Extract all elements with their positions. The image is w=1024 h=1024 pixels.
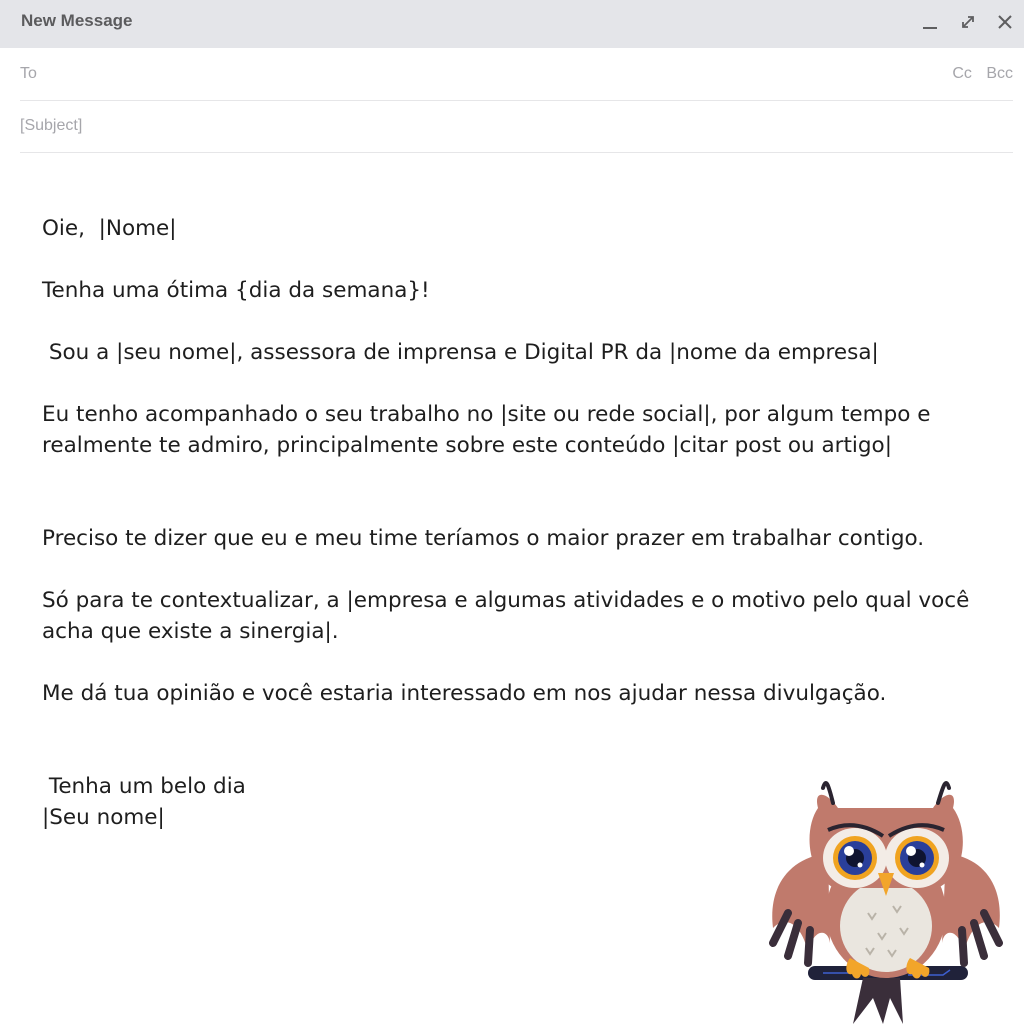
body-line: Eu tenho acompanhado o seu trabalho no |site ou rede social|, por algum tempo e — [42, 402, 931, 427]
subject-label: [Subject] — [20, 117, 83, 134]
body-line — [42, 244, 972, 275]
minimize-button[interactable] — [915, 6, 945, 38]
body-line: |Seu nome| — [42, 805, 165, 830]
body-line — [42, 306, 972, 337]
expand-button[interactable] — [953, 6, 983, 38]
body-line — [42, 368, 972, 399]
cc-bcc-links — [942, 65, 1013, 83]
expand-icon — [959, 13, 977, 31]
minimize-icon — [921, 13, 939, 31]
to-label: To — [20, 65, 37, 82]
subject-field[interactable] — [20, 101, 1013, 153]
message-body[interactable] — [42, 213, 972, 833]
body-line: Só para te contextualizar, a |empresa e algumas atividades e o motivo pelo qual você — [42, 588, 970, 613]
body-line: Tenha uma ótima {dia da semana}! — [42, 278, 430, 303]
to-field[interactable] — [20, 48, 1013, 101]
body-line — [42, 554, 972, 585]
body-line — [42, 492, 972, 523]
body-line: realmente te admiro, principalmente sobre este conteúdo |citar post ou artigo| — [42, 433, 892, 458]
cc-link[interactable]: Cc — [952, 65, 972, 82]
body-line: Me dá tua opinião e você estaria interessado em nos ajudar nessa divulgação. — [42, 681, 887, 706]
compose-titlebar — [0, 0, 1024, 48]
owl-mascot-icon — [768, 778, 1004, 1024]
bcc-link[interactable]: Bcc — [986, 65, 1013, 82]
body-line: acha que existe a sinergia|. — [42, 619, 339, 644]
body-line: Tenha um belo dia — [42, 774, 246, 799]
close-button[interactable] — [990, 6, 1020, 38]
window-title: New Message — [21, 11, 133, 30]
body-line — [42, 709, 972, 740]
body-line — [42, 461, 972, 492]
body-line — [42, 740, 972, 771]
body-line: Preciso te dizer que eu e meu time teríamos o maior prazer em trabalhar contigo. — [42, 526, 925, 551]
body-line: Oie, |Nome| — [42, 216, 177, 241]
body-line: Sou a |seu nome|, assessora de imprensa e Digital PR da |nome da empresa| — [42, 340, 879, 365]
close-icon — [996, 13, 1014, 31]
body-line — [42, 647, 972, 678]
